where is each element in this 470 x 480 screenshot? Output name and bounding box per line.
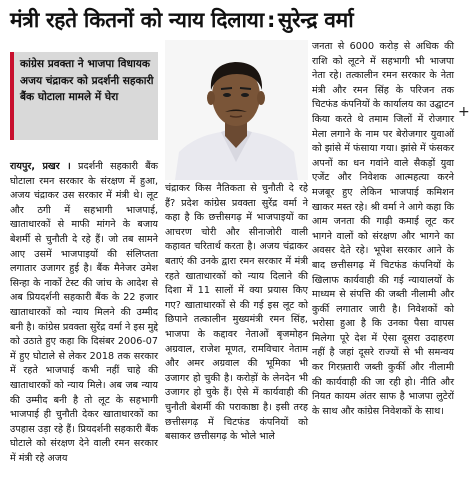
headline-colon: : <box>266 8 276 32</box>
dateline: रायपुर, प्रखर । <box>10 161 71 172</box>
article-column-right <box>312 40 454 419</box>
article-text-middle: चंद्राकर किस नैतिकता से चुनौती दे रहे हैं? प्रदेश कांग्रेस प्रवक्ता सुरेंद्र वर्मा ने कहा है कि छत्तीसगढ़ में भाजपाइयों का आचरण चोरी और सीनाजोरी वाली कहावत चरितार्थ करता है। अजय चंद्राकर बताएं की उनके द्वारा रमन सरकार में मंत्री रहते खाताधारकों को न्याय दिलाने की दिशा में 11 सालों में क्या प्रयास किए गए? खाताधारकों से की गई इस लूट को छिपाने तत्कालीन मुख्यमंत्री रमन सिंह, भाजपा के कद्दावर नेताओं बृजमोहन अग्रवाल, राजेश मूणत, रामविचार नेताम और अमर अग्रवाल की भूमिका भी उजागर हो चुकी है। करोड़ों के लेनदेन भी उजागर हो चुके हैं। ऐसे में कार्यवाही की चुनौती बेशर्मी की पराकाष्ठा है। इसी तरह छत्तीसगढ़ में चिटफंड कंपनियों को बसाकर छत्तीसगढ़ के भोले भाले <box>165 183 308 443</box>
headline <box>10 2 456 38</box>
deck-accent-bar <box>10 52 14 140</box>
headline-main: मंत्री रहते कितनों को न्याय दिलाया <box>10 8 264 32</box>
article-column-left <box>10 160 158 466</box>
portrait-photo <box>165 40 308 180</box>
article-column-middle <box>165 182 308 445</box>
deck-box <box>10 52 158 140</box>
article-text-left: प्रदर्शनी सहकारी बैंक घोटाला रमन सरकार के संरक्षण में हुआ, अजय चंद्राकर उस सरकार में मंत्री थे। लूट और ठगी में सहभागी भाजपाई, खाताधारकों से माफी मांगने के बजाय बेशर्मी से चुनौती दे रहे हैं। जो तब सामने आए उसमें भाजपाइयों की संलिप्तता लगातार उजागर हुई है। बैंक मैनेजर उमेश सिन्हा के नार्को टेस्ट की जांच के आदेश से अब प्रियदर्शनी सहकारी बैंक के 22 हजार खाताधारकों को न्याय मिलने की उम्मीद बनी है। कांग्रेस प्रवक्ता सुरेंद्र वर्मा ने इस मुद्दे को उठाते हुए कहा कि दिसंबर 2006-07 में हुए घोटाले से लेकर 2018 तक सरकार में रहते भाजपाई कभी नहीं चाहे की खाताधारकों को न्याय मिले। अब जब न्याय की उम्मीद बनी है तो लूट के सहभागी भाजपाई ही चुनौती देकर खाताधारकों का उपहास उड़ा रहे हैं। प्रियदर्शनी सहकारी बैंक घोटाले को संरक्षण देने वाली रमन सरकार में मंत्री रहे अजय <box>10 161 159 464</box>
headline-name: सुरेन्द्र वर्मा <box>278 8 354 32</box>
deck-text: कांग्रेस प्रवक्ता ने भाजपा विधायक अजय चंद्राकर को प्रदर्शनी सहकारी बैंक घोटाला मामले में घेरा <box>20 58 154 104</box>
portrait-photo-icon <box>165 40 308 180</box>
margin-plus-mark: + <box>458 104 470 120</box>
article-text-right: जनता से 6000 करोड़ से अधिक की राशि को लूटने में सहभागी भी भाजपा नेता रहे। तत्कालीन रमन सरकार के नेता मंत्री और रमन सिंह के परिजन तक चिटफंड कंपनियों के कार्यालय का उद्घाटन किया करते थे तमाम जिलों में रोजगार मेला लगाने के नाम पर बेरोजगार युवाओं को झांसे में फंसाया गया। झांसे में फंसकर अपनों का धन गवांने वाले सैकड़ों युवा एजेंट और निवेशक आत्महत्या करने मजबूर हुए लेकिन भाजपाई कमिशन खाकर मस्त रहे। श्री वर्मा ने आगे कहा कि आम जनता की गाढ़ी कमाई लूट कर भागने वालों को संरक्षण और भागने का अवसर देते रहे। भूपेश सरकार आने के बाद छत्तीसगढ़ में चिटफंड कंपनियों के खिलाफ कार्यवाही की गई न्यायालयों के माध्यम से संपत्ति की जब्ती नीलामी और कुर्की लगातार जारी है। निवेशकों को भरोसा हुआ है कि उनका पैसा वापस मिलेगा पूरे देश में ऐसा दूसरा उदाहरण नहीं है जहां दूसरे राज्यों से भी समन्वय कर गिरफ़्तारी जब्ती कुर्की और नीलामी की कार्यवाही की जा रही हो। नीति और नियत कायम अंतर साफ है भाजपा लुटेरों के साथ और कांग्रेस निवेशकों के साथ। <box>312 41 454 417</box>
